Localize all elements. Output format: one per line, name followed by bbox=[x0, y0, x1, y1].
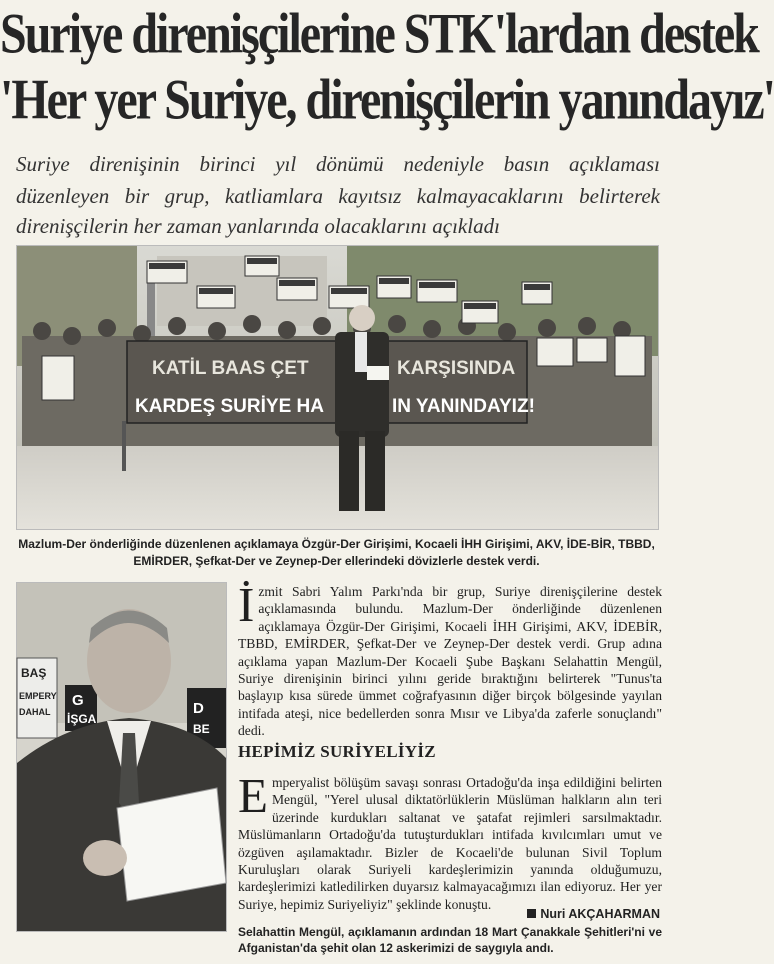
article-subheading: HEPİMİZ SURİYELİYİZ bbox=[238, 742, 436, 761]
protest-photo bbox=[16, 245, 659, 530]
portrait-sign-2: EMPERY bbox=[19, 691, 57, 701]
headline-line-2: 'Her yer Suriye, direnişçilerin yanındayız' bbox=[0, 69, 774, 132]
headline-line-1: Suriye direnişçilerine STK'lardan destek bbox=[0, 3, 758, 66]
portrait-sign-3: DAHAL bbox=[19, 707, 51, 717]
spot-line-2: düzenleyen bir grup, katliamlara kayıtsız kalmayacaklarını belirterek bbox=[16, 184, 660, 208]
article-paragraph-2 bbox=[238, 768, 662, 913]
portrait-sign-1: BAŞ bbox=[21, 666, 47, 680]
banner-text-1b: KARŞISINDA bbox=[397, 358, 516, 379]
spot-line-3: direnişçilerin her zaman yanlarında olacaklarını açıkladı bbox=[16, 214, 500, 238]
byline-square-icon bbox=[527, 909, 536, 918]
paragraph-1-text: zmit Sabri Yalım Parkı'nda bir grup, Suriye direnişçilerine destek açıklamasında bulundu. Mazlum-Der önderliğinde düzenlenen açıklamaya Özgür-Der Girişimi, Kocaeli İHH Girişimi, AKV, İDEBİR, TBBD, EMİRDER, Şefkat-Der ve Zeynep-Der destek verdi. Grup adına açıklama yapan Mazlum-Der Kocaeli Şube Başkanı Selahattin Mengül, Suriye direnişinin birinci yılını geride bıraktığını belirterek "Tunus'ta başlayıp kısa sürede ümmet coğrafyasının diğer birçok bölgesinde yayılan intifada ateşi, nice bedellerden sonra Mısır ve Libya'da zaferle sonuçlandı" dedi. bbox=[238, 584, 662, 739]
main-photo-caption: Mazlum-Der önderliğinde düzenlenen açıklamaya Özgür-Der Girişimi, Kocaeli İHH Girişimi, AKV, İDE-BİR, TBBD, EMİRDER, Şefkat-Der ve Zeynep-Der ellerindeki dövizlerle destek verdi. bbox=[18, 537, 655, 568]
dropcap-1: İ bbox=[238, 577, 255, 632]
spot-line-1: Suriye direnişinin birinci yıl dönümü nedeniyle basın açıklaması bbox=[16, 152, 660, 176]
portrait-caption: Selahattin Mengül, açıklamanın ardından 18 Mart Çanakkale Şehitleri'ni ve Afganistan'da şehit olan 12 askerimizi de saygıyla andı. bbox=[238, 925, 662, 955]
speaker-portrait-photo bbox=[16, 582, 227, 932]
portrait-sign-6: D bbox=[193, 700, 204, 717]
author-byline bbox=[527, 907, 660, 921]
banner-text-2b: IN YANINDAYIZ! bbox=[392, 396, 535, 417]
portrait-sign-5: İŞGA bbox=[67, 712, 97, 726]
banner-text-1a: KATİL BAAS ÇET bbox=[152, 358, 309, 379]
article-paragraph-1 bbox=[238, 577, 662, 740]
portrait-sign-7: BE bbox=[193, 722, 210, 736]
byline-name: Nuri AKÇAHARMAN bbox=[540, 907, 660, 921]
banner-text-2a: KARDEŞ SURİYE HA bbox=[135, 396, 324, 417]
dropcap-2: E bbox=[238, 768, 268, 823]
paragraph-2-text: mperyalist bölüşüm savaşı sonrası Ortadoğu'da inşa edildiğini belirten Mengül, "Yerel ulusal diktatörlüklerin Müslüman halkların alın teri üzerinde kurdukları saltanat ve şatafat rejimleri sarsılmaktadır. Müslümanların Ortadoğu'da tutuşturdukları intifada kıvılcımları umut ve özgüven aşılamaktadır. Bizler de Kocaeli'de bulunan Sivil Toplum Kuruluşları olarak Suriyeli kardeşlerimizin yanında olduğumuzu, kardeşlerimizi katledilirken duyarsız kalmayacağımızı ilan ediyoruz. Her yer Suriye, hepimiz Suriyeliyiz" şeklinde konuştu. bbox=[238, 775, 662, 912]
portrait-sign-4: G bbox=[72, 692, 84, 709]
